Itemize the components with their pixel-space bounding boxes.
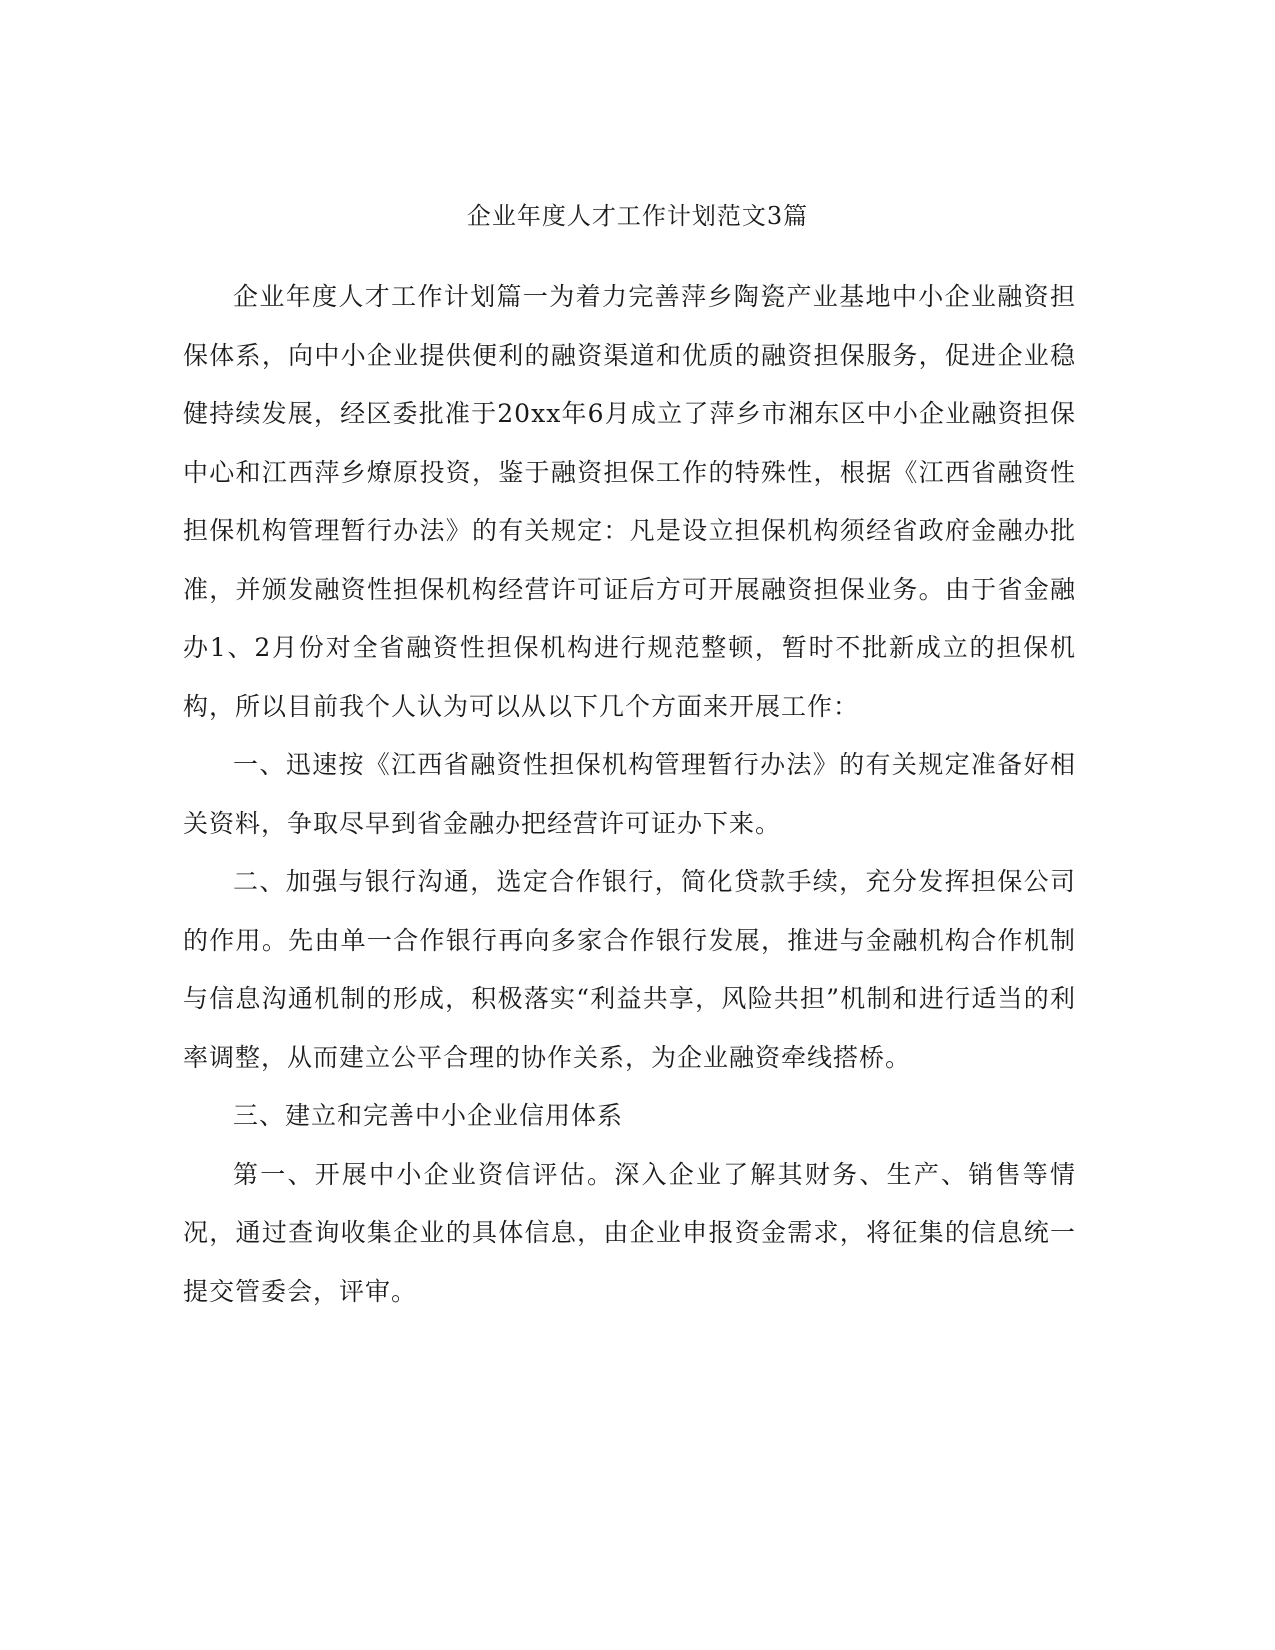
paragraph-item-3-point-1: 第一、开展中小企业资信评估。深入企业了解其财务、生产、销售等情况，通过查询收集企业的具体信息，由企业申报资金需求，将征集的信息统一提交管委会，评审。: [183, 1159, 1076, 1306]
paragraph-intro: 企业年度人才工作计划篇一为着力完善萍乡陶瓷产业基地中小企业融资担保体系，向中小企业提供便利的融资渠道和优质的融资担保服务，促进企业稳健持续发展，经区委批准于20xx年6月成立了萍乡市湘东区中小企业融资担保中心和江西萍乡燎原投资，鉴于融资担保工作的特殊性，根据《江西省融资性担保机构管理暂行办法》的有关规定：凡是设立担保机构须经省政府金融办批准，并颁发融资性担保机构经营许可证后方可开展融资担保业务。由于省金融办1、2月份对全省融资性担保机构进行规范整顿，暂时不批新成立的担保机构，所以目前我个人认为可以从以下几个方面来开展工作：: [183, 282, 1076, 721]
paragraph-item-3-heading: 三、建立和完善中小企业信用体系: [233, 1101, 624, 1130]
document-title: 企业年度人才工作计划范文3篇: [466, 202, 809, 230]
paragraph-item-2: 二、加强与银行沟通，选定合作银行，简化贷款手续，充分发挥担保公司的作用。先由单一合作银行再向多家合作银行发展，推进与金融机构合作机制与信息沟通机制的形成，积极落实“利益共享，风险共担”机制和进行适当的利率调整，从而建立公平合理的协作关系，为企业融资牵线搭桥。: [183, 867, 1076, 1072]
paragraph-item-1: 一、迅速按《江西省融资性担保机构管理暂行办法》的有关规定准备好相关资料，争取尽早到省金融办把经营许可证办下来。: [183, 750, 1076, 838]
document-body: [183, 268, 1076, 1321]
